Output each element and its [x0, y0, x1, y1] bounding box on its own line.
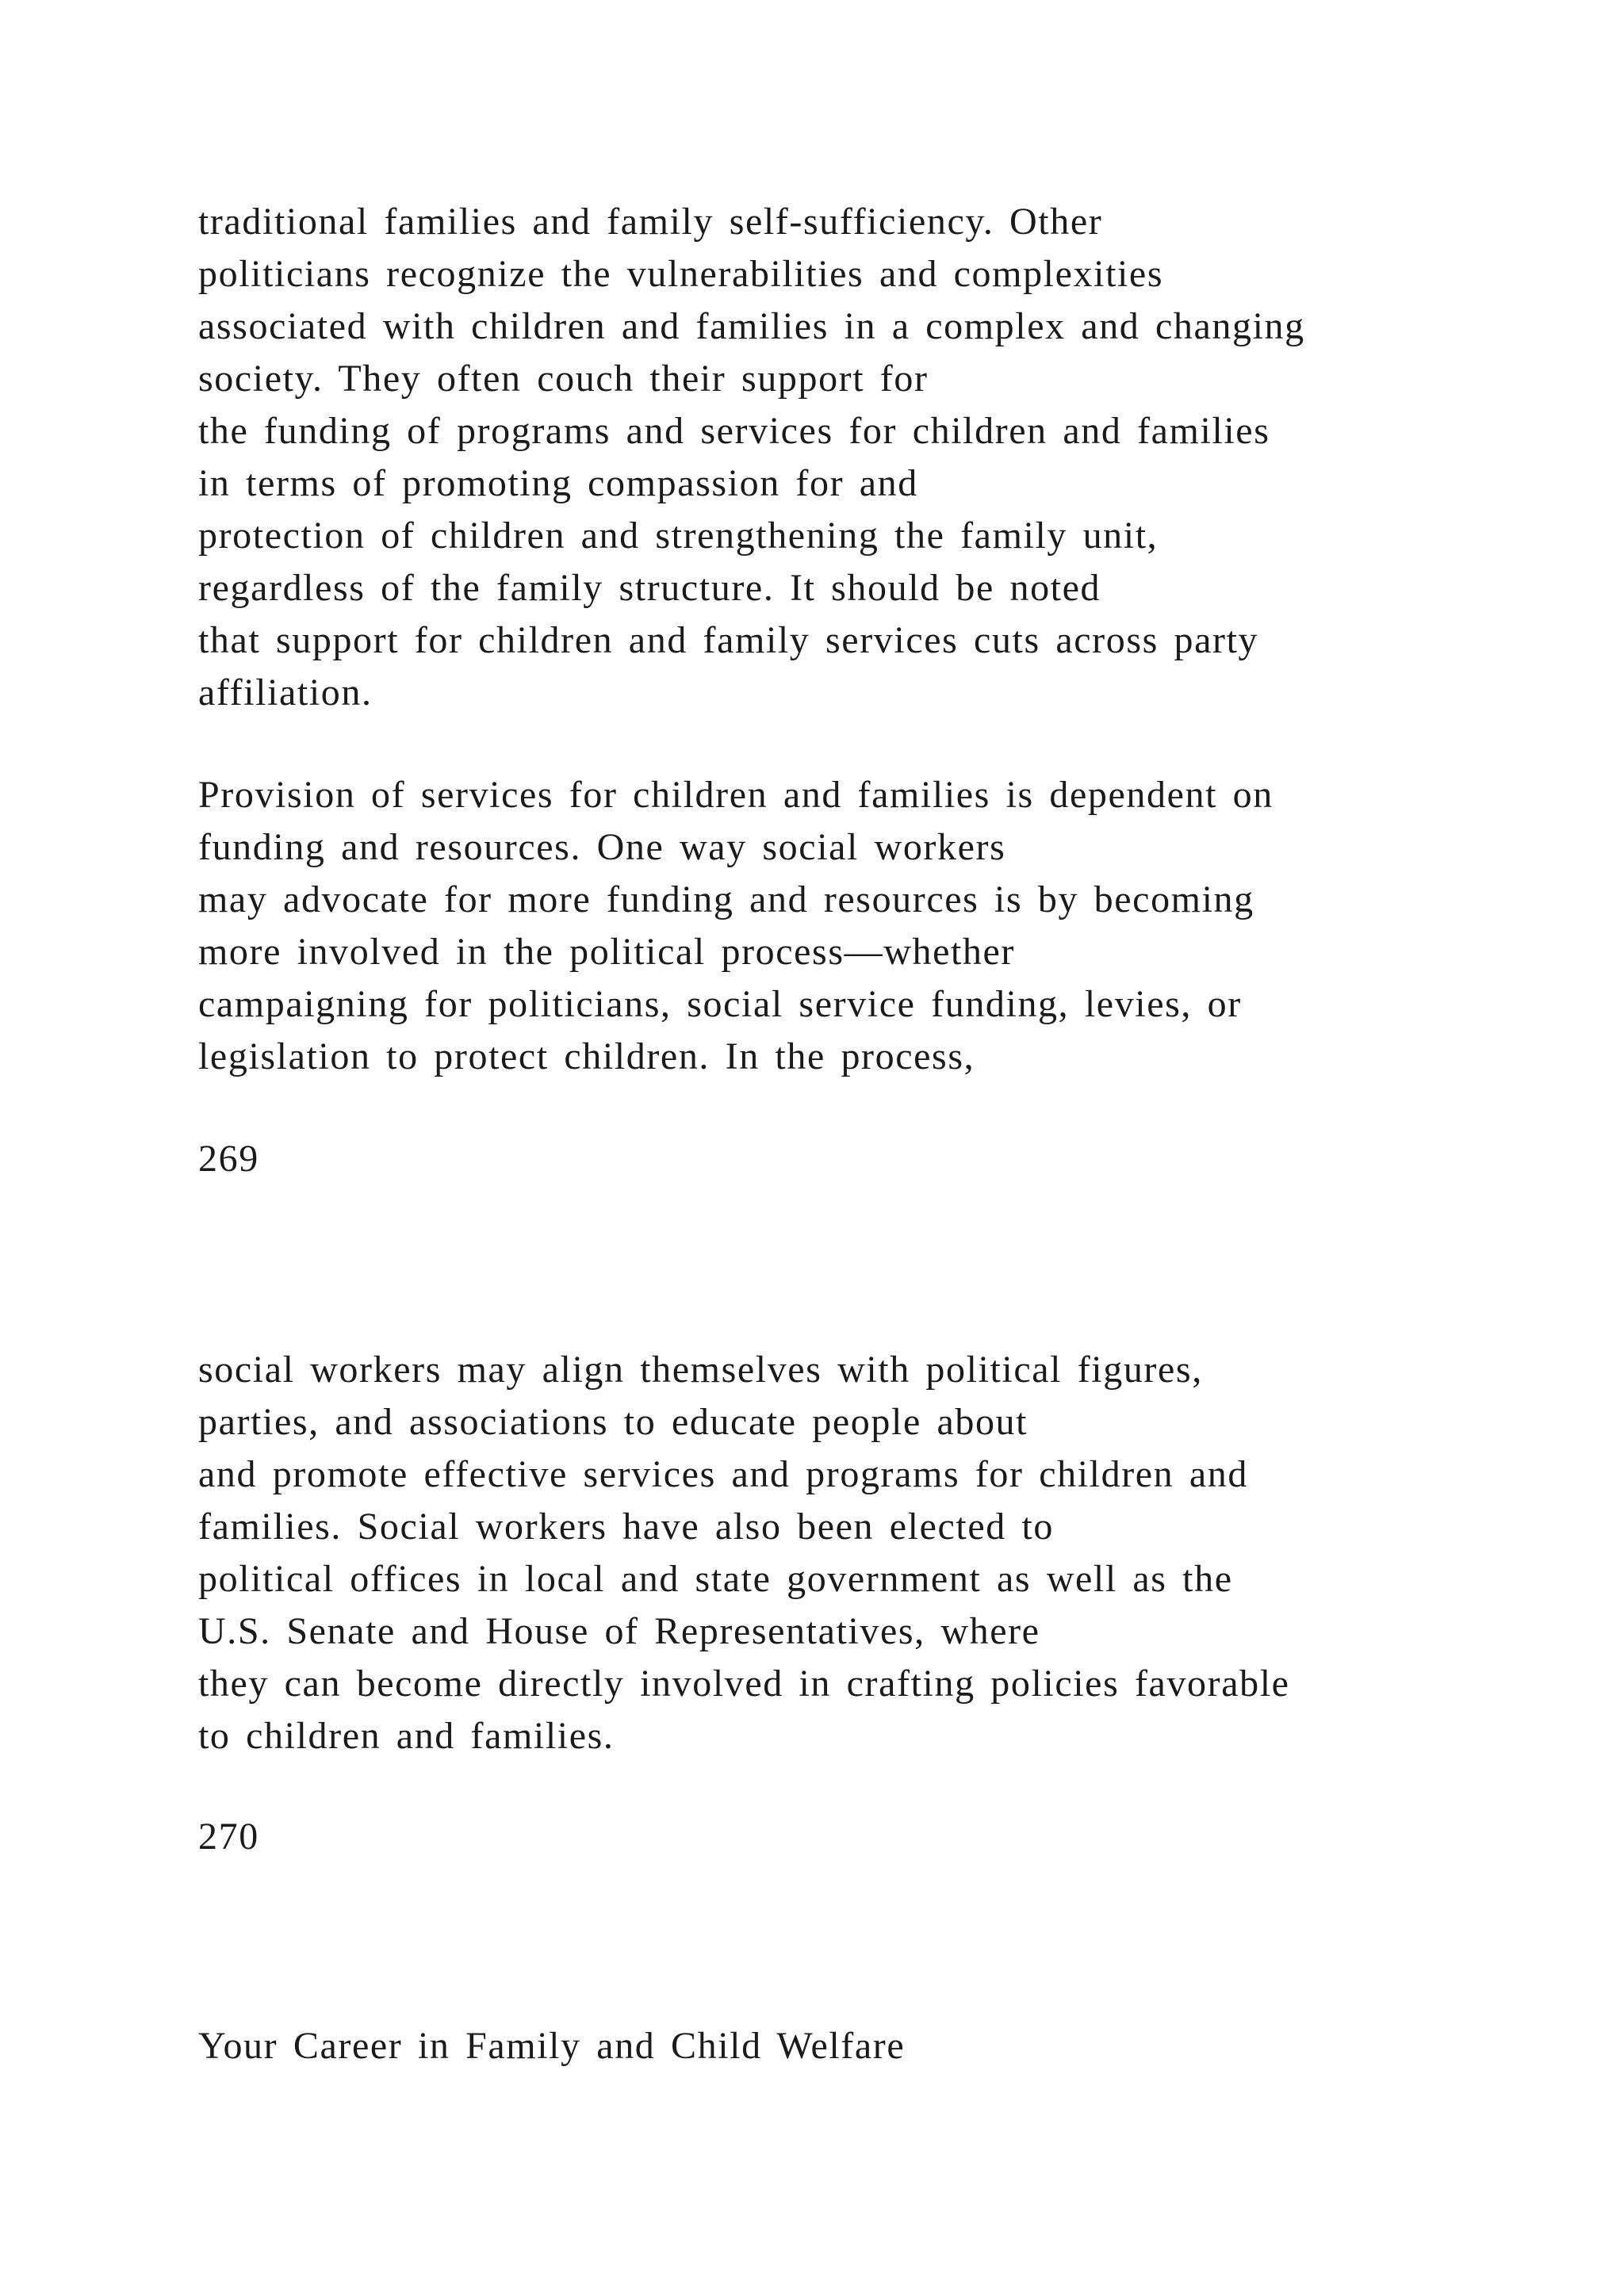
text-line: affiliation.	[198, 672, 373, 714]
page-number	[198, 1811, 259, 1863]
text-line: politicians recognize the vulnerabilities and complexities	[198, 253, 1164, 295]
page-number-text: 270	[198, 1816, 259, 1858]
text-line: parties, and associations to educate people about	[198, 1401, 1028, 1443]
text-line: may advocate for more funding and resources is by becoming	[198, 878, 1254, 920]
text-line: regardless of the family structure. It should be noted	[198, 567, 1101, 609]
text-line: legislation to protect children. In the process,	[198, 1035, 975, 1077]
text-line: that support for children and family services cuts across party	[198, 619, 1259, 661]
text-line: campaigning for politicians, social service funding, levies, or	[198, 983, 1242, 1025]
text-line: U.S. Senate and House of Representatives, where	[198, 1610, 1040, 1652]
text-line: associated with children and families in a complex and changing	[198, 305, 1305, 347]
text-line: traditional families and family self-sufficiency. Other	[198, 201, 1103, 243]
page-number-text: 269	[198, 1138, 259, 1180]
text-line: the funding of programs and services for children and families	[198, 410, 1270, 452]
chapter-title-text: Your Career in Family and Child Welfare	[198, 2025, 906, 2067]
text-line: social workers may align themselves with political figures,	[198, 1349, 1203, 1391]
text-line: in terms of promoting compassion for and	[198, 462, 918, 504]
text-line: political offices in local and state government as well as the	[198, 1558, 1233, 1600]
paragraph-funding	[198, 769, 1274, 1083]
text-line: and promote effective services and programs for children and	[198, 1453, 1248, 1495]
text-line: families. Social workers have also been elected to	[198, 1506, 1054, 1548]
text-line: to children and families.	[198, 1715, 615, 1757]
text-line: protection of children and strengthening the family unit,	[198, 515, 1159, 557]
text-line: they can become directly involved in crafting policies favorable	[198, 1663, 1290, 1705]
paragraph-social-workers	[198, 1344, 1290, 1762]
text-line: funding and resources. One way social workers	[198, 826, 1006, 868]
text-line: society. They often couch their support for	[198, 358, 929, 400]
chapter-title	[198, 2020, 905, 2072]
text-line: Provision of services for children and families is dependent on	[198, 774, 1274, 816]
page-number	[198, 1133, 259, 1185]
text-line: more involved in the political process—whether	[198, 931, 1016, 973]
paragraph-politics	[198, 196, 1305, 719]
